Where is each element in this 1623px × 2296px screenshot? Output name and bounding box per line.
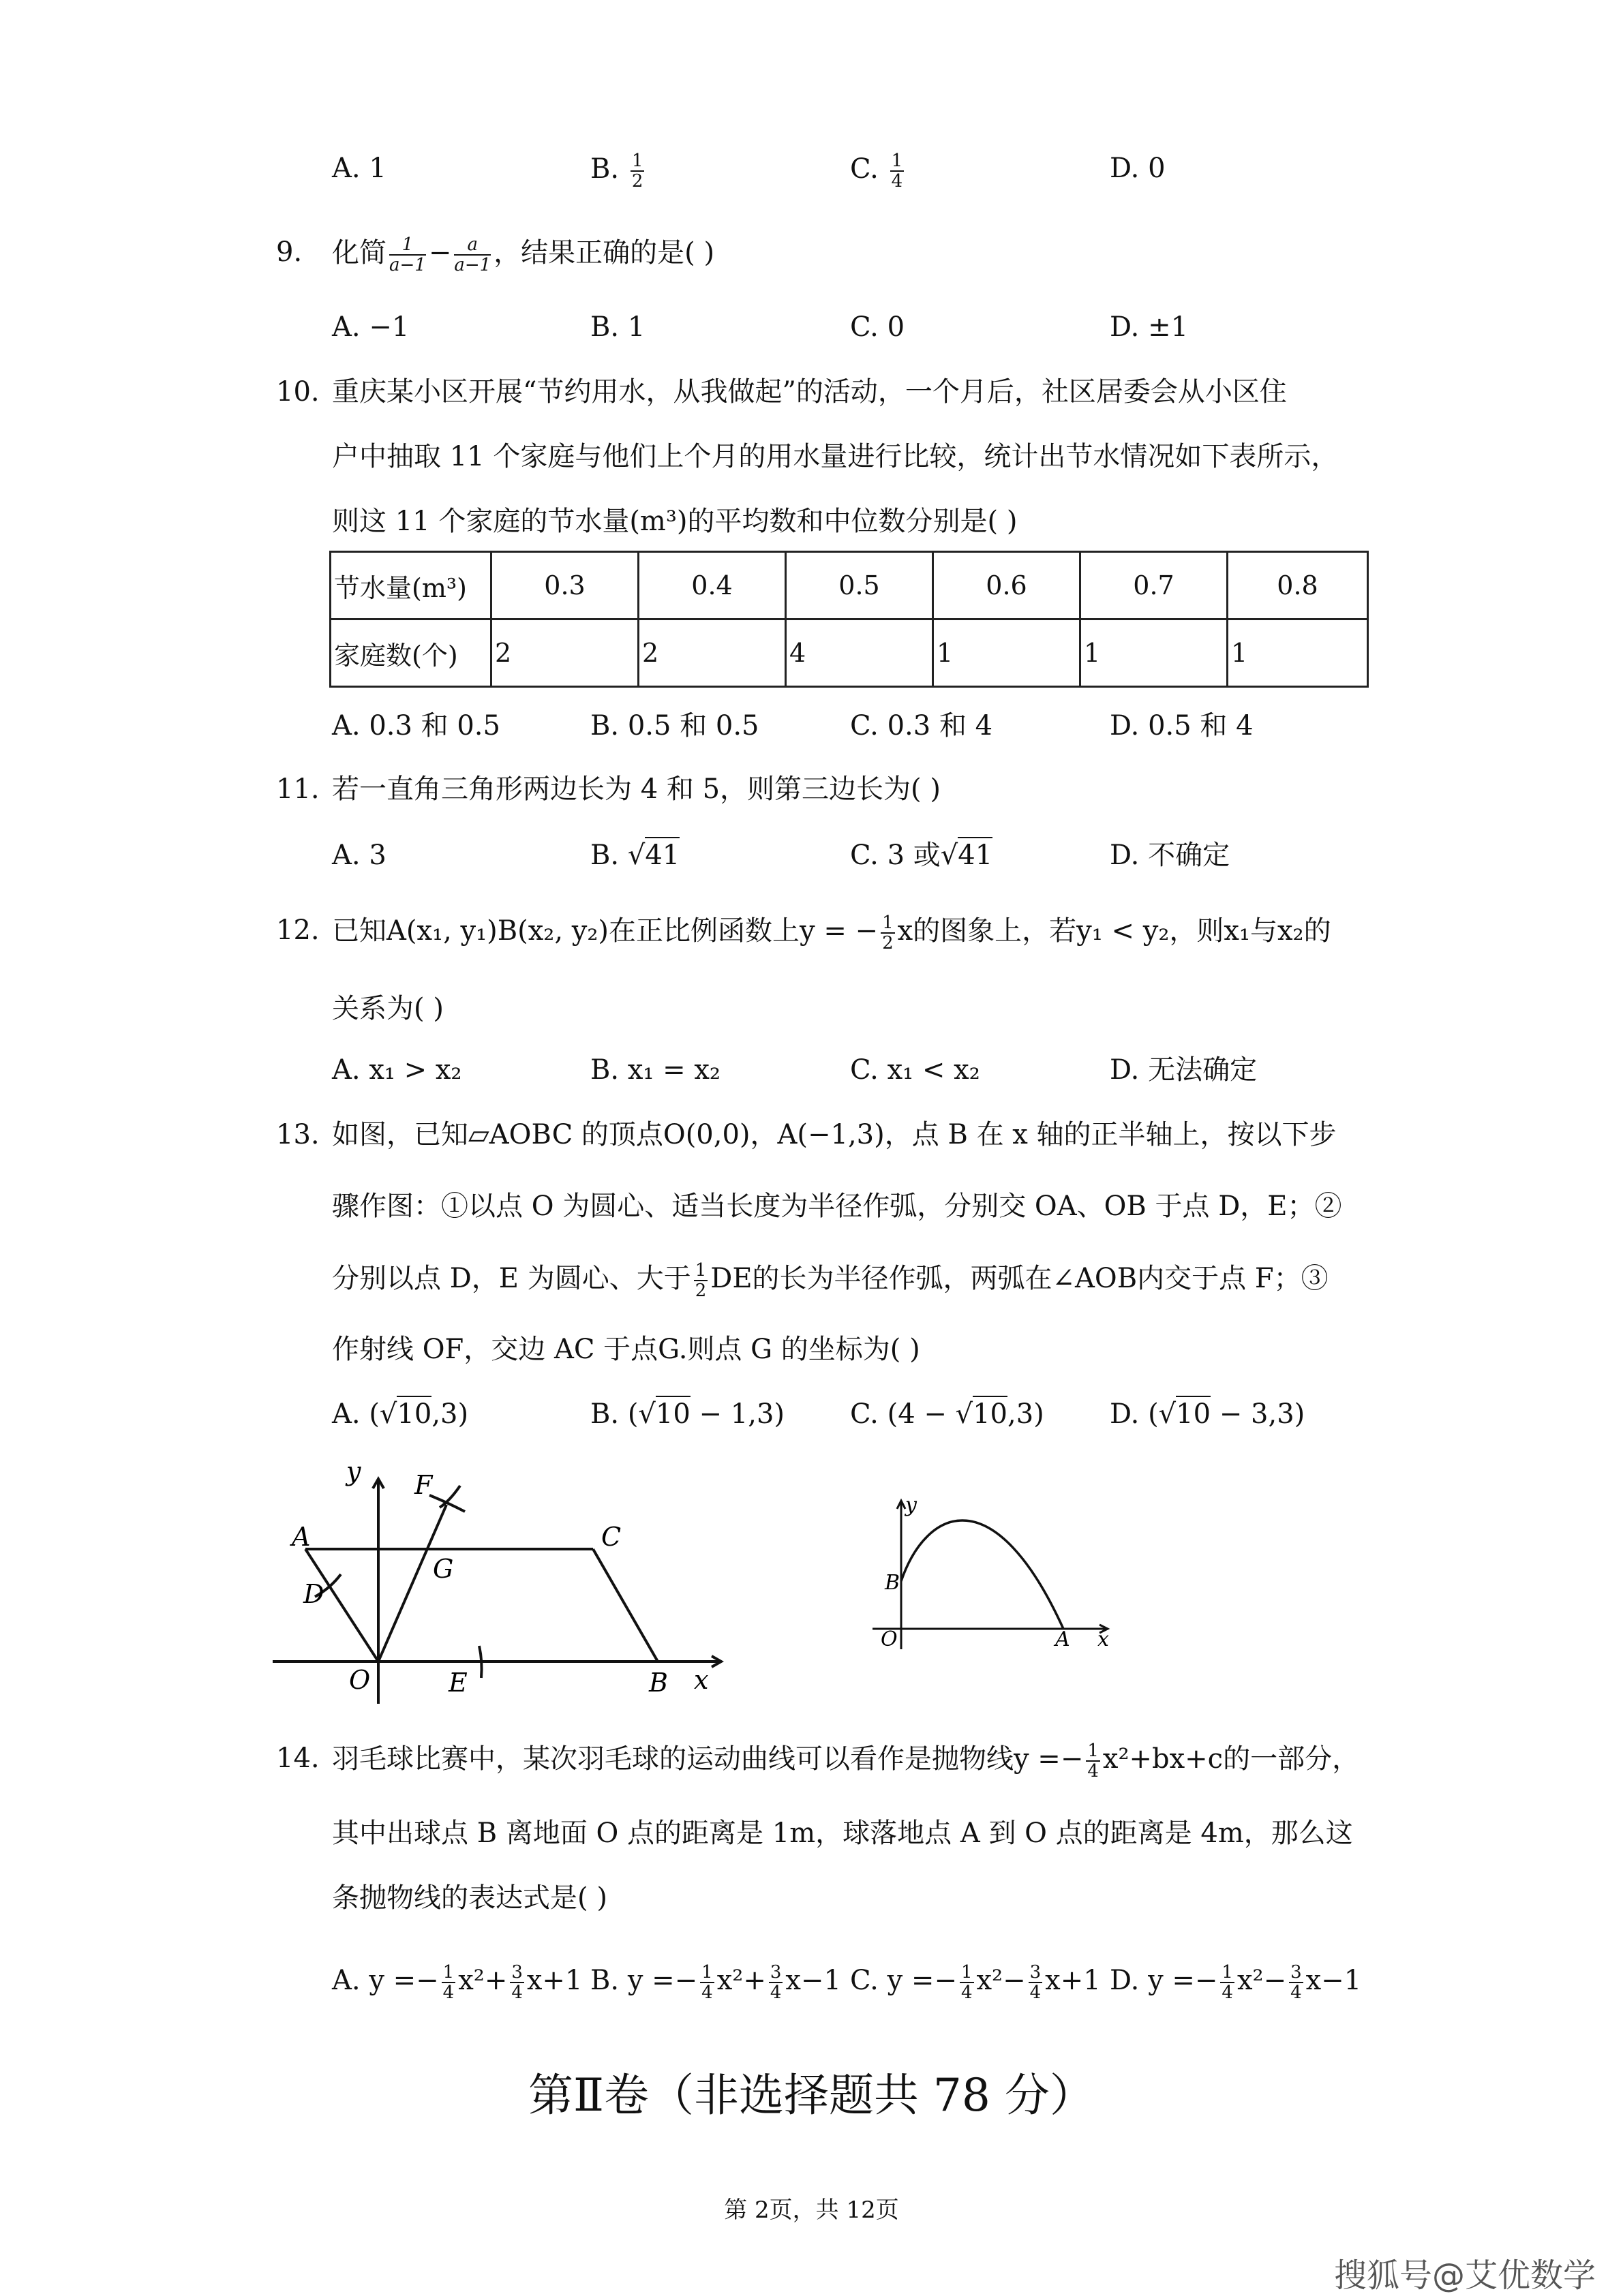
q8-option-d: D. 0 [1110, 153, 1166, 184]
q9-number: 9. [276, 236, 303, 268]
q11-stem: 若一直角三角形两边长为 4 和 5，则第三边长为( ) [332, 774, 941, 805]
table-cell: 0.6 [933, 552, 1080, 619]
q12-line-2: 关系为( ) [332, 993, 444, 1024]
q14-option-d: D. y =− $\frac{1}{4}$ x²− $\frac{3}{4}$ x−1 [1110, 1962, 1362, 2003]
fig1-label-a: A [292, 1522, 311, 1552]
q14-line-2: 其中出球点 B 离地面 O 点的距离是 1m，球落地点 A 到 O 点的距离是 4m，那么这 [332, 1818, 1353, 1849]
q9-option-c: C. 0 [850, 311, 905, 343]
q12-line-1: 已知A(x₁, y₁)B(x₂, y₂)在正比例函数上y = − $\frac{1}{2}$ x的图象上，若y₁ < y₂，则x₁与x₂的 [332, 913, 1331, 953]
q12-option-c: C. x₁ < x₂ [850, 1054, 980, 1086]
q11-number: 11. [276, 774, 320, 805]
q10-table [329, 551, 1369, 688]
q13-line-1: 如图，已知▱AOBC 的顶点O(0,0)，A(−1,3)，点 B 在 x 轴的正半轴上，按以下步 [332, 1119, 1337, 1150]
fig2-label-x: x [1097, 1627, 1109, 1651]
q10-line-1: 重庆某小区开展“节约用水，从我做起”的活动，一个月后，社区居委会从小区住 [332, 376, 1287, 408]
q13-line-2: 骤作图：①以点 O 为圆心、适当长度为半径作弧，分别交 OA、OB 于点 D，E；② [332, 1191, 1342, 1222]
table-cell: 2 [639, 619, 786, 687]
fig1-label-f: F [414, 1470, 433, 1500]
q14-option-b: B. y =− $\frac{1}{4}$ x²+ $\frac{3}{4}$ x−1 [590, 1962, 841, 2003]
table-cell: 1 [933, 619, 1080, 687]
q11-option-b: B. √41 [590, 838, 680, 872]
q13-option-b: B. (√10 − 1,3) [590, 1397, 785, 1431]
q13-line-3: 分别以点 D，E 为圆心、大于 $\frac{1}{2}$ DE的长为半径作弧，两弧在∠AOB内交于点 F；③ [332, 1260, 1329, 1301]
table-row [331, 552, 1368, 619]
q10-line-3: 则这 11 个家庭的节水量(m³)的平均数和中位数分别是( ) [332, 506, 1018, 537]
q10-option-a: A. 0.3 和 0.5 [332, 710, 500, 741]
fig1-label-o: O [349, 1665, 371, 1695]
q13-option-c: C. (4 − √10,3) [850, 1397, 1044, 1431]
table-cell: 0.4 [639, 552, 786, 619]
fig2-label-y: y [905, 1493, 917, 1517]
fig1-label-b: B [649, 1668, 668, 1698]
q14-line-1: 羽毛球比赛中，某次羽毛球的运动曲线可以看作是抛物线y =− $\frac{1}{4}$ x²+bx+c的一部分， [332, 1741, 1360, 1781]
q11-option-d: D. 不确定 [1110, 840, 1230, 871]
table-cell: 0.8 [1228, 552, 1368, 619]
q9-stem: 化简 $\frac{1}{a-1}$ − $\frac{a}{a-1}$ ，结果正确的是( ) [332, 234, 715, 275]
q12-number: 12. [276, 915, 320, 946]
watermark: 搜狐号@艾优数学 [1333, 2256, 1596, 2295]
table-cell: 1 [1080, 619, 1228, 687]
q14-figure [866, 1493, 1125, 1656]
table-cell: 0.5 [786, 552, 933, 619]
q9-option-a: A. −1 [332, 311, 410, 343]
table-cell: 节水量(m³) [331, 552, 491, 619]
fig2-label-b: B [885, 1571, 900, 1595]
table-cell: 1 [1228, 619, 1368, 687]
table-cell: 2 [491, 619, 639, 687]
q10-option-c: C. 0.3 和 4 [850, 710, 993, 741]
fig1-label-g: G [433, 1554, 454, 1584]
q14-number: 14. [276, 1743, 320, 1774]
q12-option-b: B. x₁ = x₂ [590, 1054, 721, 1086]
q14-option-a: A. y =− $\frac{1}{4}$ x²+ $\frac{3}{4}$ x+1 [332, 1962, 583, 2003]
q13-number: 13. [276, 1119, 320, 1150]
q8-option-b: B. $\frac{1}{2}$ [590, 151, 643, 192]
q13-option-a: A. (√10,3) [332, 1397, 468, 1431]
fig1-label-x: x [694, 1665, 709, 1695]
fig1-label-d: D [303, 1579, 324, 1609]
fig1-label-c: C [601, 1522, 622, 1552]
fig2-label-o: O [881, 1627, 898, 1651]
q10-option-d: D. 0.5 和 4 [1110, 710, 1254, 741]
q12-option-d: D. 无法确定 [1110, 1054, 1258, 1086]
q12-option-a: A. x₁ > x₂ [332, 1054, 462, 1086]
q10-line-2: 户中抽取 11 个家庭与他们上个月的用水量进行比较，统计出节水情况如下表所示， [332, 441, 1339, 472]
section-title: 第Ⅱ卷（非选择题共 78 分） [528, 2069, 1095, 2122]
q13-option-d: D. (√10 − 3,3) [1110, 1397, 1305, 1431]
q9-option-d: D. ±1 [1110, 311, 1189, 343]
q13-figure [266, 1458, 743, 1711]
q14-line-3: 条抛物线的表达式是( ) [332, 1882, 607, 1914]
fig1-label-y: y [346, 1458, 361, 1486]
q9-option-b: B. 1 [590, 311, 646, 343]
q8-option-c: C. $\frac{1}{4}$ [850, 151, 903, 192]
table-cell: 4 [786, 619, 933, 687]
q14-option-c: C. y =− $\frac{1}{4}$ x²− $\frac{3}{4}$ x+1 [850, 1962, 1101, 2003]
fig1-label-e: E [449, 1668, 468, 1698]
q10-option-b: B. 0.5 和 0.5 [590, 710, 759, 741]
q8-option-a: A. 1 [332, 153, 386, 184]
table-cell: 0.7 [1080, 552, 1228, 619]
fig2-label-a: A [1055, 1627, 1070, 1651]
q11-option-a: A. 3 [332, 840, 386, 871]
q13-line-4: 作射线 OF，交边 AC 于点G.则点 G 的坐标为( ) [332, 1334, 920, 1365]
table-cell: 家庭数(个) [331, 619, 491, 687]
q10-number: 10. [276, 376, 320, 408]
q11-option-c: C. 3 或√41 [850, 838, 992, 872]
table-cell: 0.3 [491, 552, 639, 619]
page-footer: 第 2页，共 12页 [724, 2196, 899, 2224]
table-row [331, 619, 1368, 687]
